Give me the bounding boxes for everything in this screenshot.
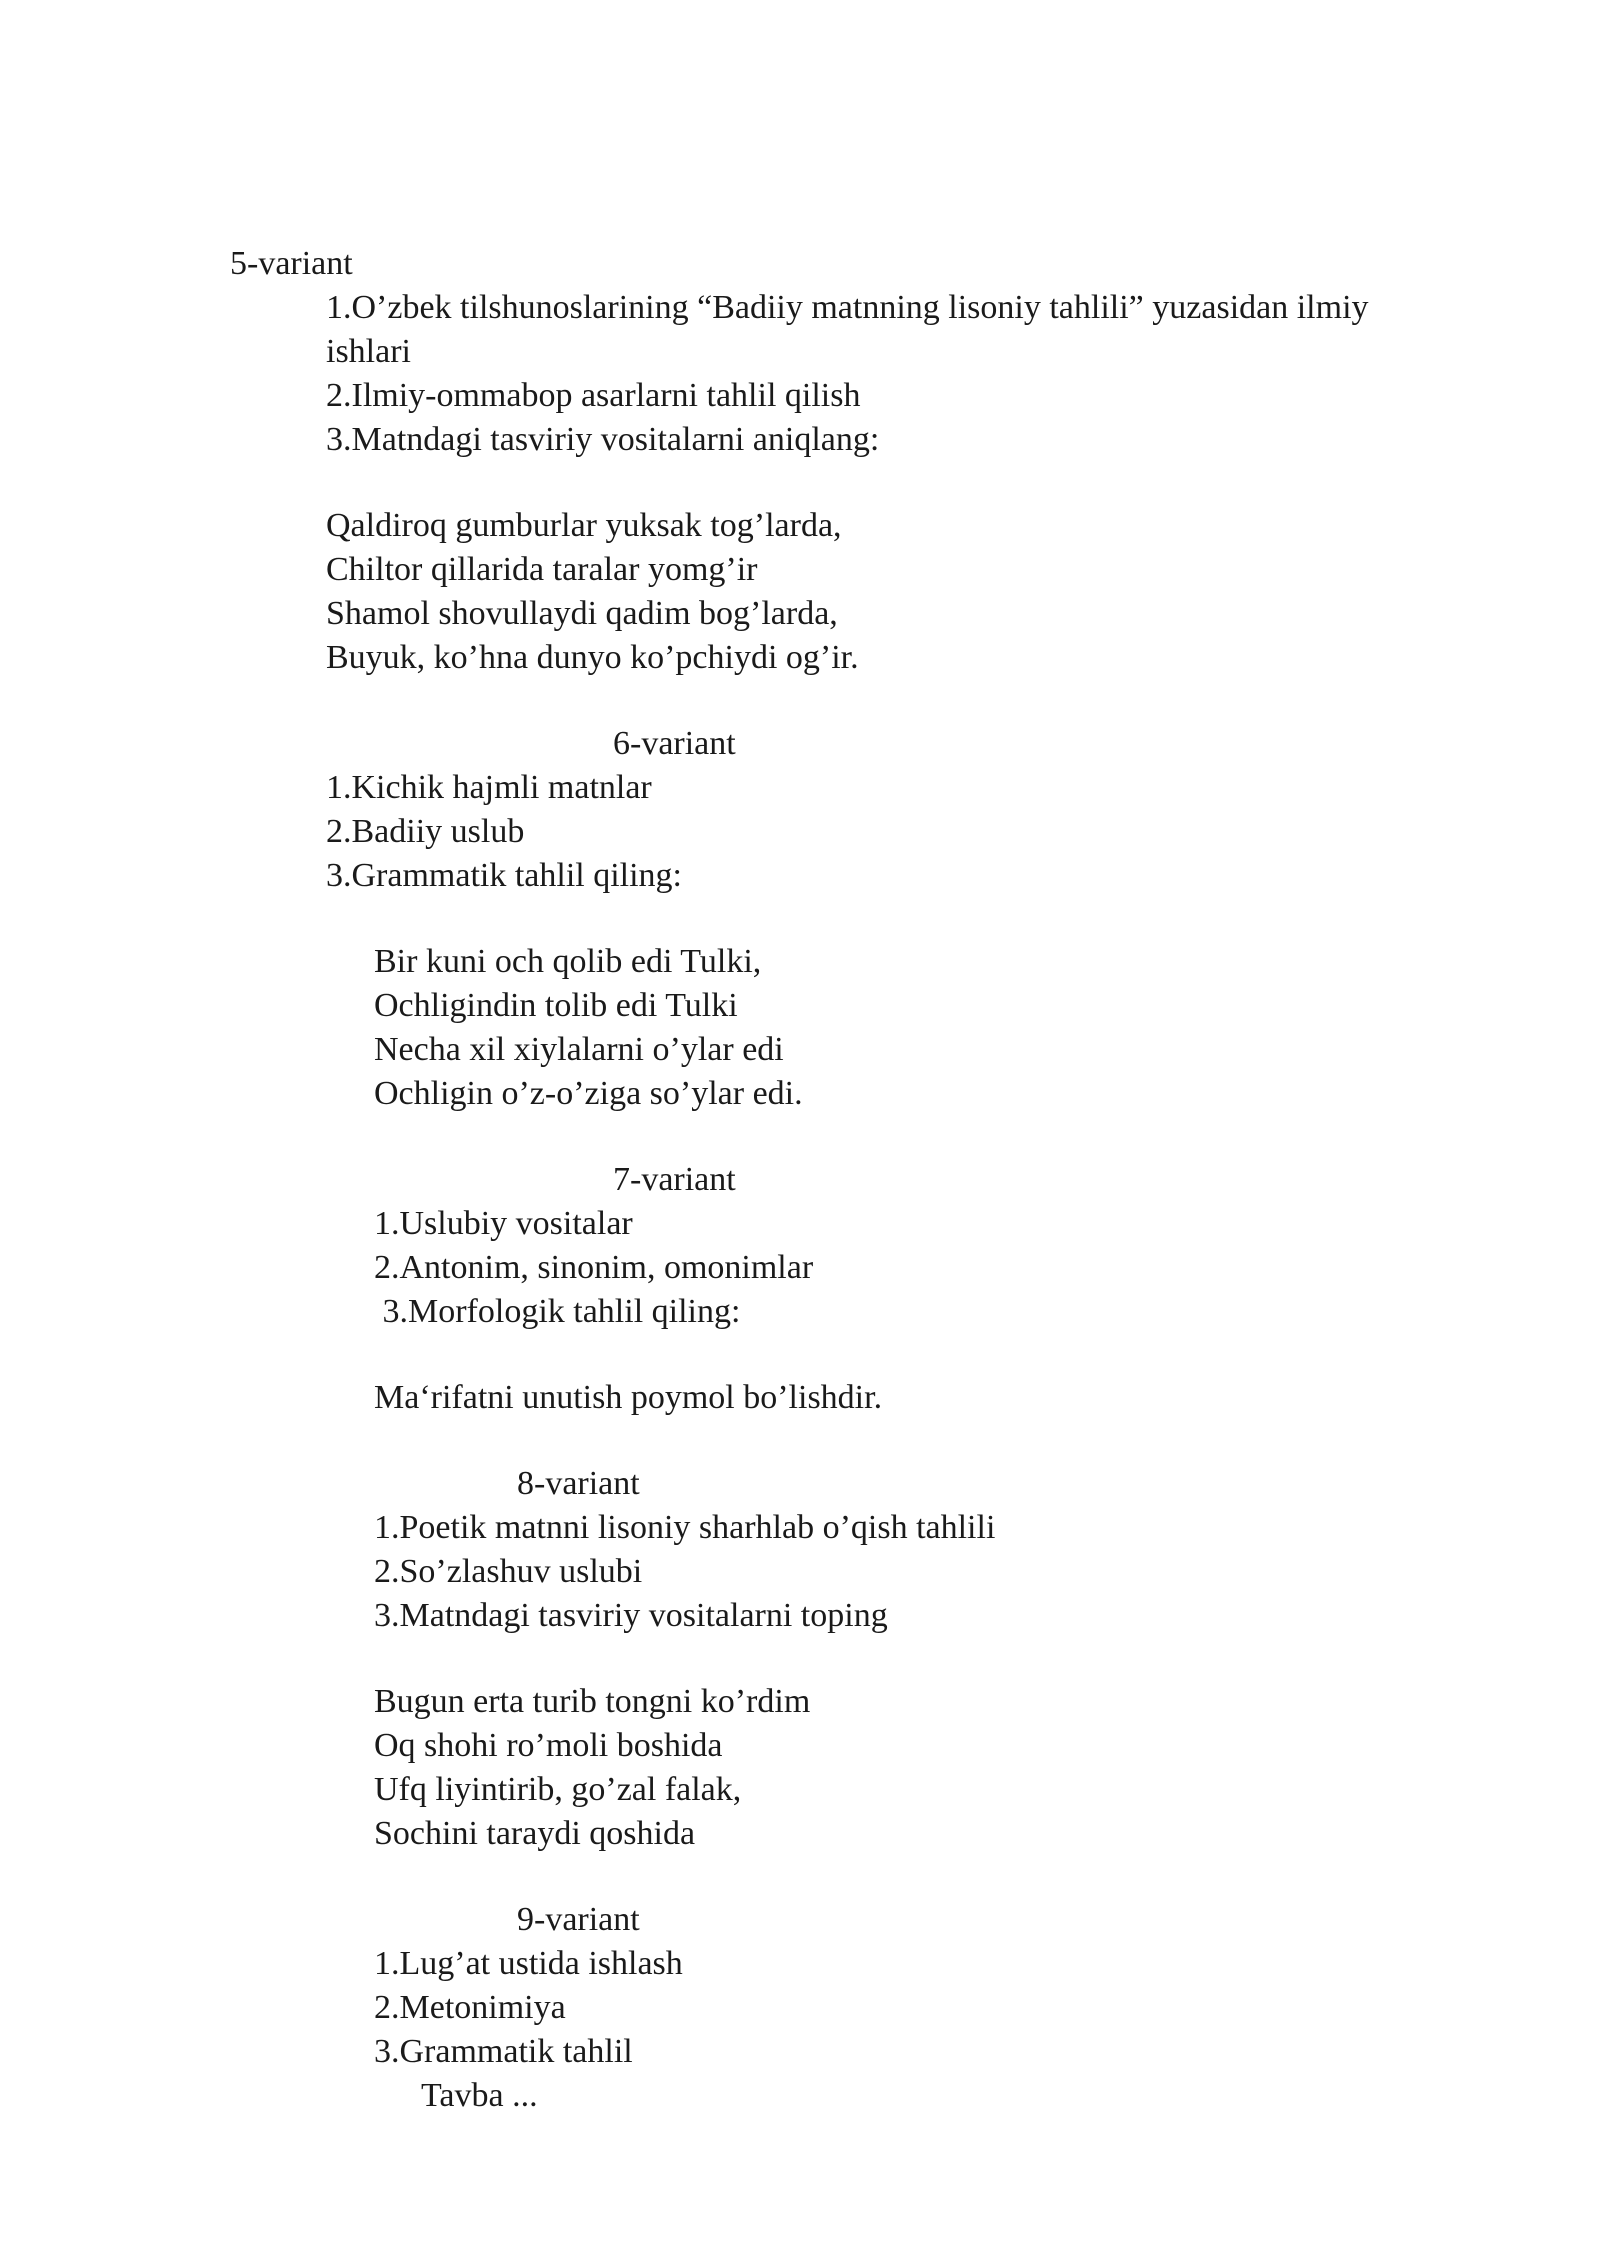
variant-7-sentence: Ma‘rifatni unutish poymol bo’lishdir. <box>374 1379 883 1416</box>
variant-8-poem-line: Bugun erta turib tongni ko’rdim <box>374 1683 811 1720</box>
variant-8-poem-line: Oq shohi ro’moli boshida <box>374 1727 723 1764</box>
variant-7-question-3: 3.Morfologik tahlil qiling: <box>374 1293 741 1330</box>
variant-8-question-3: 3.Matndagi tasviriy vositalarni toping <box>374 1597 888 1634</box>
variant-6-poem-line: Ochligindin tolib edi Tulki <box>374 987 738 1024</box>
variant-6-heading: 6-variant <box>613 725 736 762</box>
variant-7-heading: 7-variant <box>613 1161 736 1198</box>
variant-5-question-1-line-2: ishlari <box>326 333 411 370</box>
variant-5-question-1-line-1: 1.O’zbek tilshunoslarining “Badiiy matnning lisoniy tahlili” yuzasidan ilmiy <box>326 289 1369 326</box>
variant-8-heading: 8-variant <box>517 1465 640 1502</box>
variant-6-poem-line: Bir kuni och qolib edi Tulki, <box>374 943 762 980</box>
variant-7-question-2: 2.Antonim, sinonim, omonimlar <box>374 1249 814 1286</box>
variant-5-poem-line: Chiltor qillarida taralar yomg’ir <box>326 551 758 588</box>
variant-5-heading: 5-variant <box>230 245 353 282</box>
variant-6-question-3: 3.Grammatik tahlil qiling: <box>326 857 683 894</box>
variant-9-heading: 9-variant <box>517 1901 640 1938</box>
variant-5-question-2: 2.Ilmiy-ommabop asarlarni tahlil qilish <box>326 377 861 414</box>
variant-5-poem-line: Shamol shovullaydi qadim bog’larda, <box>326 595 838 632</box>
variant-5-poem-line: Qaldiroq gumburlar yuksak tog’larda, <box>326 507 842 544</box>
variant-6-question-2: 2.Badiiy uslub <box>326 813 525 850</box>
variant-7-question-1: 1.Uslubiy vositalar <box>374 1205 633 1242</box>
variant-5-poem-line: Buyuk, ko’hna dunyo ko’pchiydi og’ir. <box>326 639 859 676</box>
variant-8-question-2: 2.So’zlashuv uslubi <box>374 1553 643 1590</box>
variant-9-question-2: 2.Metonimiya <box>374 1989 566 2026</box>
variant-6-poem-line: Ochligin o’z-o’ziga so’ylar edi. <box>374 1075 803 1112</box>
variant-6-poem-line: Necha xil xiylalarni o’ylar edi <box>374 1031 784 1068</box>
variant-9-question-1: 1.Lug’at ustida ishlash <box>374 1945 683 1982</box>
variant-9-question-3: 3.Grammatik tahlil <box>374 2033 633 2070</box>
variant-8-question-1: 1.Poetik matnni lisoniy sharhlab o’qish tahlili <box>374 1509 996 1546</box>
variant-9-text: Tavba ... <box>421 2077 538 2114</box>
variant-6-question-1: 1.Kichik hajmli matnlar <box>326 769 652 806</box>
variant-5-question-3: 3.Matndagi tasviriy vositalarni aniqlang: <box>326 421 880 458</box>
variant-8-poem-line: Ufq liyintirib, go’zal falak, <box>374 1771 742 1808</box>
variant-8-poem-line: Sochini taraydi qoshida <box>374 1815 696 1852</box>
